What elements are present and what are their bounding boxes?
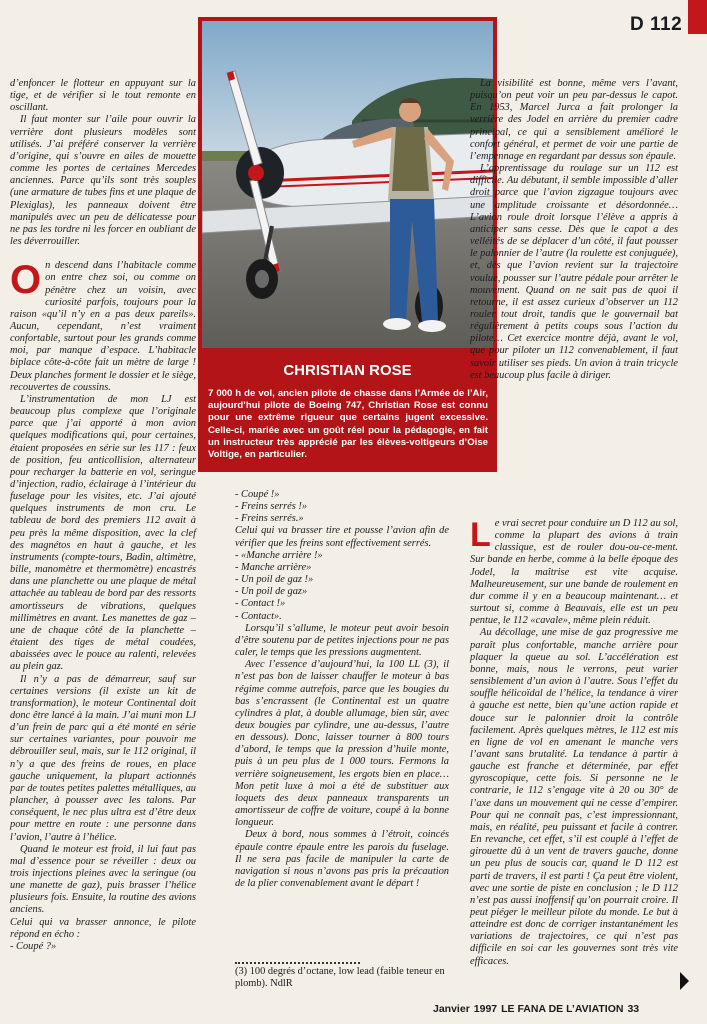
photo-frame — [198, 17, 497, 352]
caption-title: CHRISTIAN ROSE — [283, 362, 412, 379]
footnote: (3) 100 degrés d’octane, low lead (faible teneur en plomb). NdlR — [235, 966, 445, 990]
paragraph: - Coupé !» - Freins serrés !» - Freins serrés.» — [235, 489, 308, 525]
footer-year: 1997 — [473, 1003, 498, 1015]
right-column — [470, 78, 678, 382]
paragraph: Il n’y a pas de démarreur, sauf sur certaines versions (il existe un kit de transformation), le moteur Continental doit donc être lancé à la main. J’ai muni mon LJ d’un frein de parc qui a été monté en série sur certaines variantes, pour pouvoir me débrouiller seul, mais, sur le 112 original, il n’y a que des freins de roues, en place gauche uniquement, la plupart actionnés par de toutes petites palettes métalliques, au plancher, à pousser avec les talons. Par conséquent, le nec plus ultra est d’être deux pour mettre en route : une personne dans l’avion, l’autre à l’hélice. — [10, 673, 196, 843]
paragraph: Au décollage, une mise de gaz progressive me paraît plus confortable, manche arrière pour plaquer la queue au sol. L’accélération est bonne, mais, nous le verrons, peut varier sensiblement d’un avion à l’autre. Sous l’effet du souffle hélicoïdal de l’hélice, la tendance à virer à gauche est nette, bien qu’une action rapide et douce sur le palonnier droit la contrôle facilement. Après quelques mètres, le 112 est mis en ligne de vol en amenant le manche vers l’avant sans brutalité. La tendance à partir à gauche est franche et déterminée, par effet gyroscopique, cette fois. Si personne ne le contrarie, le 112 s’engage vite à 20 ou 30° de l’axe dans un mouvement qui ne cesse d’empirer. Pour qui ne connaît pas, c’est impressionnant, mais, en réalité, peu puissant et facile à contrer. En revanche, cet effet, s’il est couplé à l’effet de girouette dû à un vent de travers gauche, donne un peu plus de soucis car, quand le D 112 est parti de travers, il est parti ! Ça peut être violent, avec une sortie de piste en conclusion ; le D 112 n’est pas aussi inoffensif qu’on pourrait croire. Il peut piéger le meilleur pilote du monde. Le but à atteindre est donc de corriger instantanément les variations de trajectoires, ce qui n’est pas difficile en soi car les gouvernes sont très vite efficaces. — [470, 627, 678, 967]
caption-text: 7 000 h de vol, ancien pilote de chasse dans l’Armée de l’Air, aujourd’hui pilote de Boeing 747, Christian Rose est connu pour une extrême rigueur que certains jugent excessive. Celle-ci, mariée avec un goût réel pour la pédagogie, en fait un instructeur très apprécié par les élèves-voltigeurs d’Oise Voltige, en particulier. — [208, 388, 488, 461]
paragraph: Celui qui va brasser annonce, le pilote répond en écho : - Coupé ?» — [10, 916, 196, 952]
paragraph-text: e vrai secret pour conduire un D 112 au sol, comme la plupart des avions à train classique, est de rouler dou-ou-ce-ment. Sur bande en herbe, comme à la belle époque des Jodel, la maîtrise est vite acquise. Malheureusement, sur une bande de roulement en dur comme il y en a beaucoup maintenant… et surtout si, comme à Beauvais, elle est un peu pentue, le 112 «cavale», même plein réduit. — [470, 518, 678, 627]
paragraph: Avec l’essence d’aujourd’hui, la 100 LL (3), il n’est pas bon de laisser chauffer le moteur à bas régime comme autrefois, parce que les bougies du bas s’encrassent (le Continental est un quatre cylindres à plat, à double allumage, bien sûr, avec deux bougies par cylindre, une au-dessus, l’autre en dessous). Donc, laisser tourner à 800 tours d’abord, le temps que la pression d’huile monte, puis à un peu plus de 1 000 tours. Fermons la verrière soigneusement, les ergots bien en place… Mon petit luxe à moi a été de substituer aux loquets des deux panneaux transparents un amortisseur de coffre de voiture, coupé à la bonne longueur. — [235, 659, 449, 829]
paragraph-text: n descend dans l’habitacle comme on entre chez soi, ou comme on pénètre chez un voisin, avec curiosité parfois, toujours pour la raison «qu’il n’y en a pas deux pareils». Aucun, cependant, n’est vraiment confortable, surtout pour les grands comme moi, par manque d’espace. L’habitacle biplace côte-à-côte fait un mètre de large ! Deux planches forment le dossier et le siège, recouvertes de coussins. — [10, 260, 196, 393]
drop-cap: L — [470, 516, 491, 554]
footnote-divider — [235, 962, 360, 964]
footer-magazine: LE FANA DE L’AVIATION — [501, 1003, 624, 1015]
right-column-lower — [470, 518, 678, 968]
left-column — [10, 78, 196, 953]
page-number: 33 — [627, 1003, 640, 1015]
paragraph: d’enfoncer le flotteur en appuyant sur la tige, et de vérifier si le tout remonte en oscillant. — [10, 78, 196, 114]
paragraph: Celui qui va brasser tire et pousse l’avion afin de vérifier que les freins sont effectivement serrés. - «Manche arrière !» - Manche arrière» - Un poil de gaz !» - Un poil de gaz» - Contact !» - Contact». — [235, 525, 449, 622]
paragraph: L’apprentissage du roulage sur un 112 est difficile. Au débutant, il semble impossible d’aller droit parce que l’avion zigzague toujours avec une amplitude croissante et désordonnée… L’avion roule droit lorsque l’élève a appris à anticiper sans cesse. Dès que le capot a des velléités de se déplacer d’un côté, il faut pousser le palonnier de l’autre (la roulette est conjuguée), et, dès que l’avion revient sur la trajectoire voulue, pousser sur l’autre pédale pour arrêter le mouvement. Quand on ne sait pas de quoi il retourne, il est assez curieux d’observer un 112 rouler tout droit, tandis que le gouvernail bat régulièrement à petits coups sous l’action du pilote… Cet exercice montre déjà, avant le vol, que pour piloter un 112 convenablement, il faut savoir utiliser ses pieds. Un avion à train tricycle est beaucoup plus facile à diriger. — [470, 163, 678, 381]
article-code: D 112 — [630, 14, 683, 35]
continue-arrow-icon — [680, 972, 689, 990]
paragraph: Lorsqu’il s’allume, le moteur peut avoir besoin d’être soutenu par de petites injections pour ne pas caler, le temps que les pressions augmentent. — [235, 622, 449, 659]
section-tab — [688, 0, 707, 34]
paragraph: Il faut monter sur l’aile pour ouvrir la verrière dont plusieurs modèles sont utilisés. J’ai préféré conserver la verrière d’origine, qui s’ouvre en ailes de mouette comme les portes de certaines Mercedes anciennes. Parce qu’ils sont très souples (une armature de tubes fins et une plaque de Plexiglas), les panneaux doivent être manipulés avec un peu de délicatesse pour ne pas les tordre ni les forcer en oubliant de les déverrouiller. — [10, 114, 196, 248]
paragraph: La visibilité est bonne, même vers l’avant, puisqu’on peut voir un peu par-dessus le capot. En 1953, Marcel Jurca a fait prolonger la verrière des Jodel en arrière du premier cadre principal, ce qui a sensiblement amélioré le confort général, et permet de voir une partie de l’empennage en regardant par dessus son épaule. — [470, 78, 678, 162]
paragraph — [10, 260, 196, 394]
paragraph: L’instrumentation de mon LJ est beaucoup plus complexe que l’originale parce que j’ai apporté à mon avion quelques modifications qui, pour certaines, étaient proposées en série sur les 117 : feux de position, feu anticollision, alternateur pour recharger la batterie en vol, seringue d’injection, radio, éclairage à l’intérieur du fuselage pour les visites, etc. J’ai ajouté quelques instruments de mon cru. Le tableau de bord des premiers 112 avait à peu près la même disposition, avec la clef des magnétos en haut à gauche, et les instruments (compte-tours, Badin, altimètre, bille, manomètre et thermomètre) encastrés dans une planchette ou une plaque de métal attachée au tableau de bord par des ressorts amortisseurs de vibrations, quelques millimètres en avant. Les manettes de gaz – une de chaque côté de la planchette – étaient des tiges de métal coudées, abaissées avec le pouce au ralenti, relevées au plein gaz. — [10, 393, 196, 673]
drop-cap: O — [10, 258, 42, 303]
paragraph: Quand le moteur est froid, il lui faut pas mal d’essence pour se réveiller : deux ou trois injections pleines avec la seringue (ou une manette de gaz), puis brasser l’hélice plusieurs fois. Ensuite, la routine des avions anciens. — [10, 843, 196, 916]
photo-pilot-aircraft — [202, 21, 493, 348]
footer-month: Janvier — [433, 1003, 470, 1015]
paragraph — [470, 518, 678, 627]
photo-caption — [198, 352, 497, 472]
paragraph: Deux à bord, nous sommes à l’étroit, coincés épaule contre épaule entre les parois du fuselage. Il ne sera pas facile de manipuler la carte de navigation si nous n’avons pas pris la précaution de la plier convenablement avant le départ ! — [235, 829, 449, 889]
middle-column — [235, 489, 449, 890]
page-footer — [433, 1003, 643, 1015]
